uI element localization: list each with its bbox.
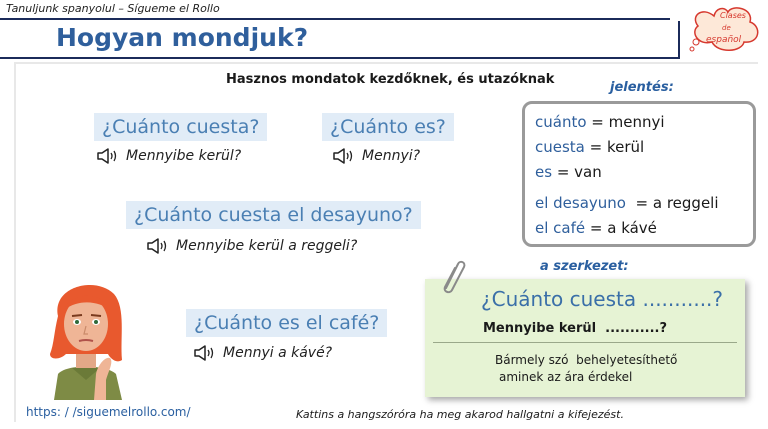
title-band (0, 21, 680, 59)
speaker-icon[interactable] (332, 148, 354, 164)
site-url-link[interactable]: https: / /siguemelrollo.com/ (26, 405, 191, 419)
translation-row-3 (146, 238, 357, 254)
translation-row-2 (332, 148, 420, 164)
structure-label: a szerkezet: (540, 259, 629, 274)
translation-row-1 (96, 148, 241, 164)
vocab-row: el café = a kávé (535, 219, 657, 237)
vocabulary-box (522, 101, 756, 247)
phrase-cuanto-es: ¿Cuánto es? (322, 113, 454, 141)
structure-answer: Mennyibe kerül ...........? (483, 321, 667, 336)
translation-text: Mennyibe kerül a reggeli? (176, 238, 358, 254)
vocab-row: cuánto = mennyi (535, 113, 665, 131)
structure-note (425, 279, 745, 397)
phrase-cuanto-cuesta-el-desayuno: ¿Cuánto cuesta el desayuno? (126, 201, 421, 229)
structure-note-line1: Bármely szó behelyetesíthető (495, 353, 678, 367)
avatar-illustration (36, 276, 136, 400)
structure-divider (433, 342, 737, 343)
phrase-cuanto-cuesta: ¿Cuánto cuesta? (94, 113, 267, 141)
structure-question: ¿Cuánto cuesta ...........? (481, 287, 724, 311)
logo-line2: de (722, 24, 731, 32)
speaker-icon[interactable] (96, 148, 118, 164)
speaker-icon[interactable] (193, 345, 215, 361)
vocab-row: cuesta = kerül (535, 138, 645, 156)
top-strip (0, 0, 680, 20)
vocab-row: es = van (535, 163, 602, 181)
top-caption: Tanuljunk spanyolul – Sígueme el Rollo (6, 2, 220, 15)
speaker-icon[interactable] (146, 238, 168, 254)
meaning-label: jelentés: (610, 80, 674, 95)
subtitle: Hasznos mondatok kezdőknek, és utazóknak (226, 72, 555, 87)
translation-row-4 (193, 345, 332, 361)
footer-instruction: Kattins a hangszóróra ha meg akarod hallgatni a kifejezést. (296, 408, 624, 421)
page-title: Hogyan mondjuk? (56, 23, 309, 52)
structure-note-line2: aminek az ára érdekel (499, 370, 633, 384)
top-divider (0, 18, 670, 20)
phrase-cuanto-es-el-cafe: ¿Cuánto es el café? (186, 309, 387, 337)
vocab-row: el desayuno = a reggeli (535, 194, 719, 212)
translation-text: Mennyi a kávé? (223, 345, 333, 361)
logo-line3: español (706, 35, 742, 45)
translation-text: Mennyi? (362, 148, 421, 164)
clases-de-espanol-logo (684, 2, 764, 58)
logo-line1: Clases (720, 11, 746, 20)
paperclip-icon (438, 258, 468, 294)
translation-text: Mennyibe kerül? (126, 148, 242, 164)
